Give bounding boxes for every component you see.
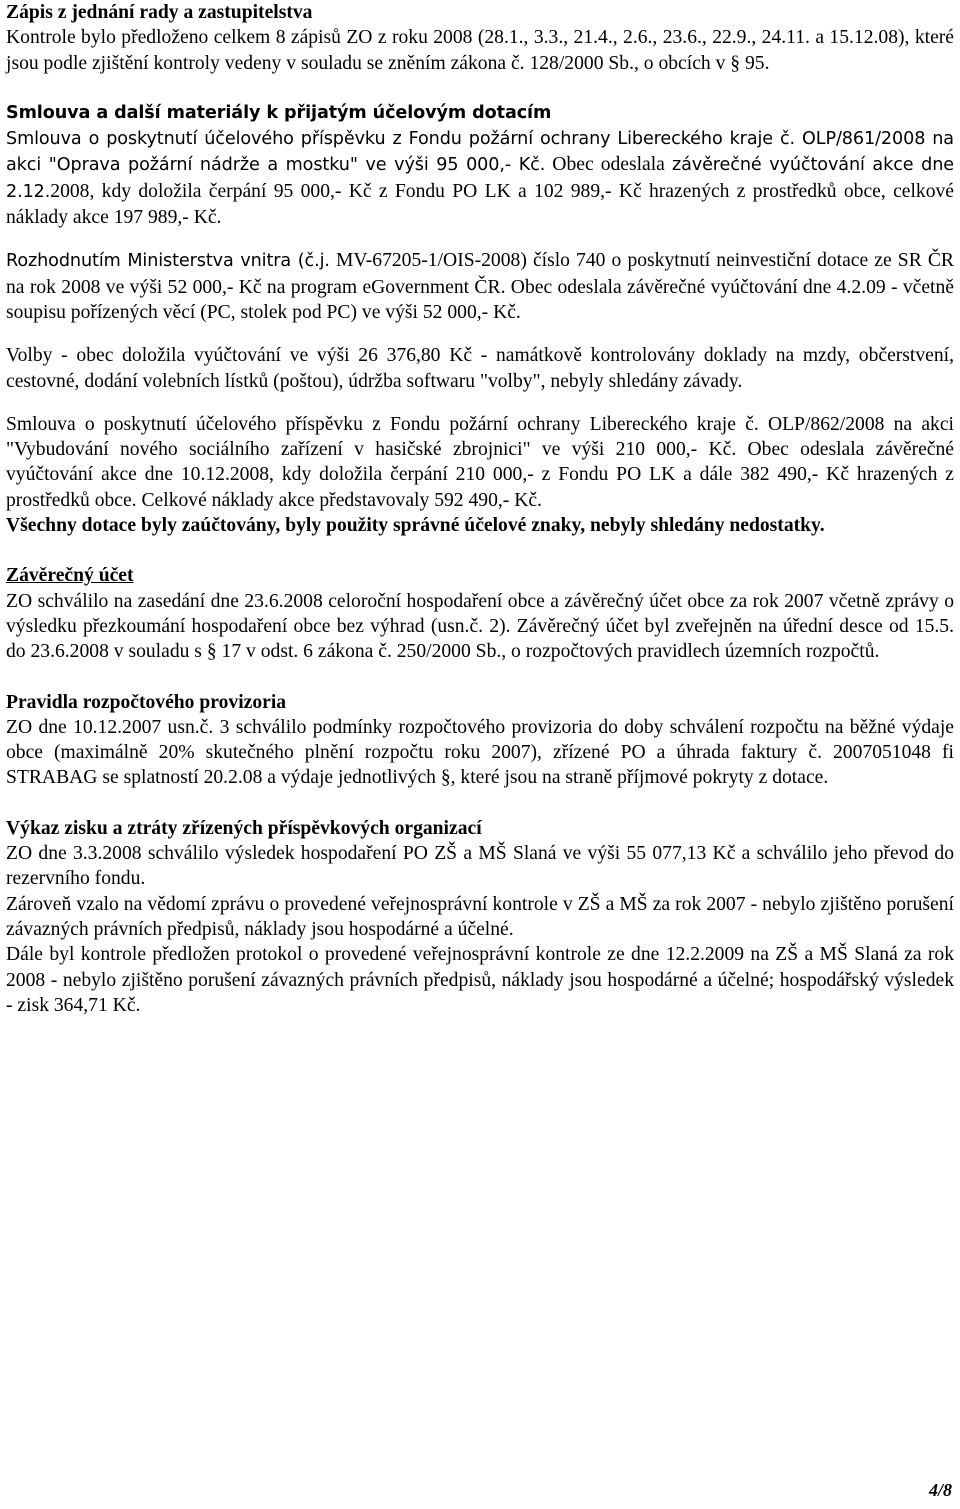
paragraph-profit-loss-2: Zároveň vzalo na vědomí zprávu o provedené veřejnosprávní kontrole v ZŠ a MŠ za rok 2007 - nebylo zjištěno porušení závazných právních předpisů, náklady jsou hospodárné a účelné.	[6, 893, 954, 940]
text-run-serif: MV-67205-1/OIS-2008) číslo 740 o poskytnutí neinvestiční dotace ze SR ČR na rok 2008 ve výši 52 000,- Kč na program eGovernment ČR. Obec odeslala závěrečné vyúčtování dne 4.2.09 - včetně soupisu pořízených věcí (PC, stolek pod PC) ve výši 52 000,- Kč.	[6, 250, 954, 323]
spacer	[6, 76, 954, 101]
spacer	[6, 791, 954, 816]
page-number: 4/8	[928, 1480, 952, 1500]
paragraph-subsidy-olp862: Smlouva o poskytnutí účelového příspěvku z Fondu požární ochrany Libereckého kraje č. OLP/862/2008 na akci "Vybudování nového sociálního zařízení v hasičské zbrojnici" ve výši 210 000,- Kč. Obec odeslala závěrečné vyúčtování akce dne 10.12.2008, kdy doložila čerpání 210 000,- z Fondu PO LK a dále 382 490,- Kč hrazených z prostředků obce. Celkové náklady akce představovaly 592 490,- Kč.	[6, 413, 954, 511]
section-heading-final-account: Závěrečný účet	[6, 565, 134, 587]
spacer	[6, 394, 954, 412]
paragraph-ministry-decision	[6, 248, 954, 325]
section-heading-budget-provisional: Pravidla rozpočtového provizoria	[6, 691, 287, 713]
section-budget-provisional	[6, 690, 954, 791]
text-run-sans: Rozhodnutím Ministerstva vnitra (č.j.	[6, 251, 330, 272]
spacer	[6, 230, 954, 248]
paragraph-final-account: ZO schválilo na zasedání dne 23.6.2008 celoroční hospodaření obce a závěrečný účet obce za rok 2007 včetně zprávy o výsledku přezkoumání hospodaření obce bez výhrad (usn.č. 2). Závěrečný účet byl zveřejněn na úřední desce od 15.5. do 23.6.2008 v souladu s § 17 v odst. 6 zákona č. 250/2000 Sb., o rozpočtových pravidlech územních rozpočtů.	[6, 590, 954, 663]
section-minutes	[6, 0, 954, 76]
spacer	[6, 325, 954, 343]
paragraph-budget-provisional: ZO dne 10.12.2007 usn.č. 3 schválilo podmínky rozpočtového provizoria do doby schválení rozpočtu na běžné výdaje obce (maximálně 20% skutečného plnění rozpočtu roku 2007), zřízené PO a úhrada faktury č. 2007051048 fi STRABAG se splatností 20.2.08 a výdaje jednotlivých §, které jsou na straně příjmové pokryty z dotace.	[6, 716, 954, 789]
paragraph-subsidy-olp861	[6, 126, 954, 230]
text-run-serif: 2008, kdy doložila čerpání 95 000,- Kč z Fondu PO LK a 102 989,- Kč hrazených z prostředků obce, celkové náklady akce 197 989,- Kč.	[6, 180, 954, 229]
spacer	[6, 665, 954, 690]
spacer	[6, 538, 954, 563]
section-heading-minutes: Zápis z jednání rady a zastupitelstva	[6, 2, 313, 23]
paragraph-minutes: Kontrole bylo předloženo celkem 8 zápisů ZO z roku 2008 (28.1., 3.3., 21.4., 2.6., 23.6., 22.9., 24.11. a 15.12.08), které jsou podle zjištění kontroly vedeny v souladu se zněním zákona č. 128/2000 Sb., o obcích v § 95.	[6, 27, 954, 74]
paragraph-elections: Volby - obec doložila vyúčtování ve výši 26 376,80 Kč - namátkově kontrolovány doklady na mzdy, občerstvení, cestovné, dodání volebních lístků (poštou), údržba softwaru "volby", nebyly shledány závady.	[6, 345, 954, 392]
paragraph-profit-loss-3: Dále byl kontrole předložen protokol o provedené veřejnosprávní kontrole ze dne 12.2.2009 na ZŠ a MŠ Slaná za rok 2008 - nebylo zjištěno porušení závazných právních předpisů, náklady jsou hospodárné a účelné; hospodářský výsledek - zisk 364,71 Kč.	[6, 944, 954, 1016]
text-run-serif: Obec odeslala	[545, 154, 672, 176]
section-heading-subsidies: Smlouva a další materiály k přijatým účelovým dotacím	[6, 102, 552, 123]
paragraph-profit-loss-1: ZO dne 3.3.2008 schválilo výsledek hospodaření PO ZŠ a MŠ Slaná ve výši 55 077,13 Kč a schválilo jeho převod do rezervního fondu.	[6, 843, 954, 890]
section-heading-profit-loss: Výkaz zisku a ztráty zřízených příspěvkových organizací	[6, 817, 482, 839]
text-run-sans: závěrečné vyúčtování akce dne 2.12.	[6, 155, 954, 202]
section-subsidies	[6, 101, 954, 538]
section-profit-loss	[6, 816, 954, 1018]
paragraph-subsidy-conclusion: Všechny dotace byly zaúčtovány, byly použity správné účelové znaky, nebyly shledány nedostatky.	[6, 515, 825, 537]
section-final-account	[6, 563, 954, 664]
text-run-sans: Smlouva o poskytnutí účelového příspěvku z Fondu požární ochrany Libereckého kraje č. OLP/861/2008 na akci "Oprava požární nádrže a mostku" ve výši 95 000,- Kč.	[6, 129, 954, 176]
